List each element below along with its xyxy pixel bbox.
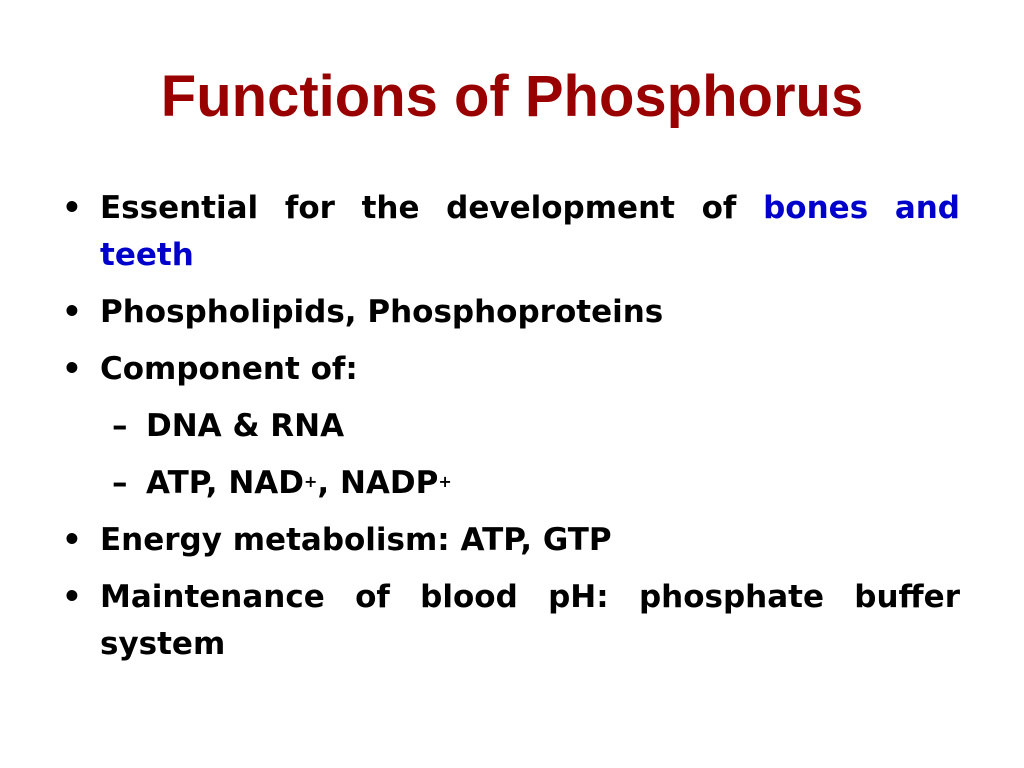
bullet-text: Phospholipids, Phosphoproteins xyxy=(100,294,664,330)
dash-icon: – xyxy=(112,408,128,444)
superscript-plus: + xyxy=(304,472,318,491)
bullet-icon: • xyxy=(62,522,82,558)
bullet-text: Essential for the development of xyxy=(100,190,764,226)
sub-item-text: , NADP xyxy=(317,465,439,501)
sub-item-text: ATP, NAD xyxy=(146,465,304,501)
slide-title: Functions of Phosphorus xyxy=(160,64,864,129)
highlighted-text: bones and teeth xyxy=(100,190,960,273)
bullet-list xyxy=(60,185,960,678)
bullet-item-energy xyxy=(60,517,960,564)
bullet-text: Energy metabolism: ATP, GTP xyxy=(100,522,612,558)
sub-item-atp-nad xyxy=(60,460,960,507)
bullet-item-component xyxy=(60,346,960,393)
bullet-icon: • xyxy=(62,579,82,615)
sub-item-text: DNA & RNA xyxy=(146,408,345,444)
superscript-plus: + xyxy=(438,472,452,491)
bullet-icon: • xyxy=(62,351,82,387)
sub-item-dna-rna xyxy=(60,403,960,450)
bullet-text: Maintenance of blood pH: phosphate buffer system xyxy=(100,579,960,662)
bullet-item-bones-teeth xyxy=(60,185,960,279)
bullet-item-blood-ph xyxy=(60,574,960,668)
bullet-icon: • xyxy=(62,294,82,330)
bullet-text: Component of: xyxy=(100,351,358,387)
dash-icon: – xyxy=(112,465,128,501)
bullet-icon: • xyxy=(62,190,82,226)
bullet-item-phospholipids xyxy=(60,289,960,336)
